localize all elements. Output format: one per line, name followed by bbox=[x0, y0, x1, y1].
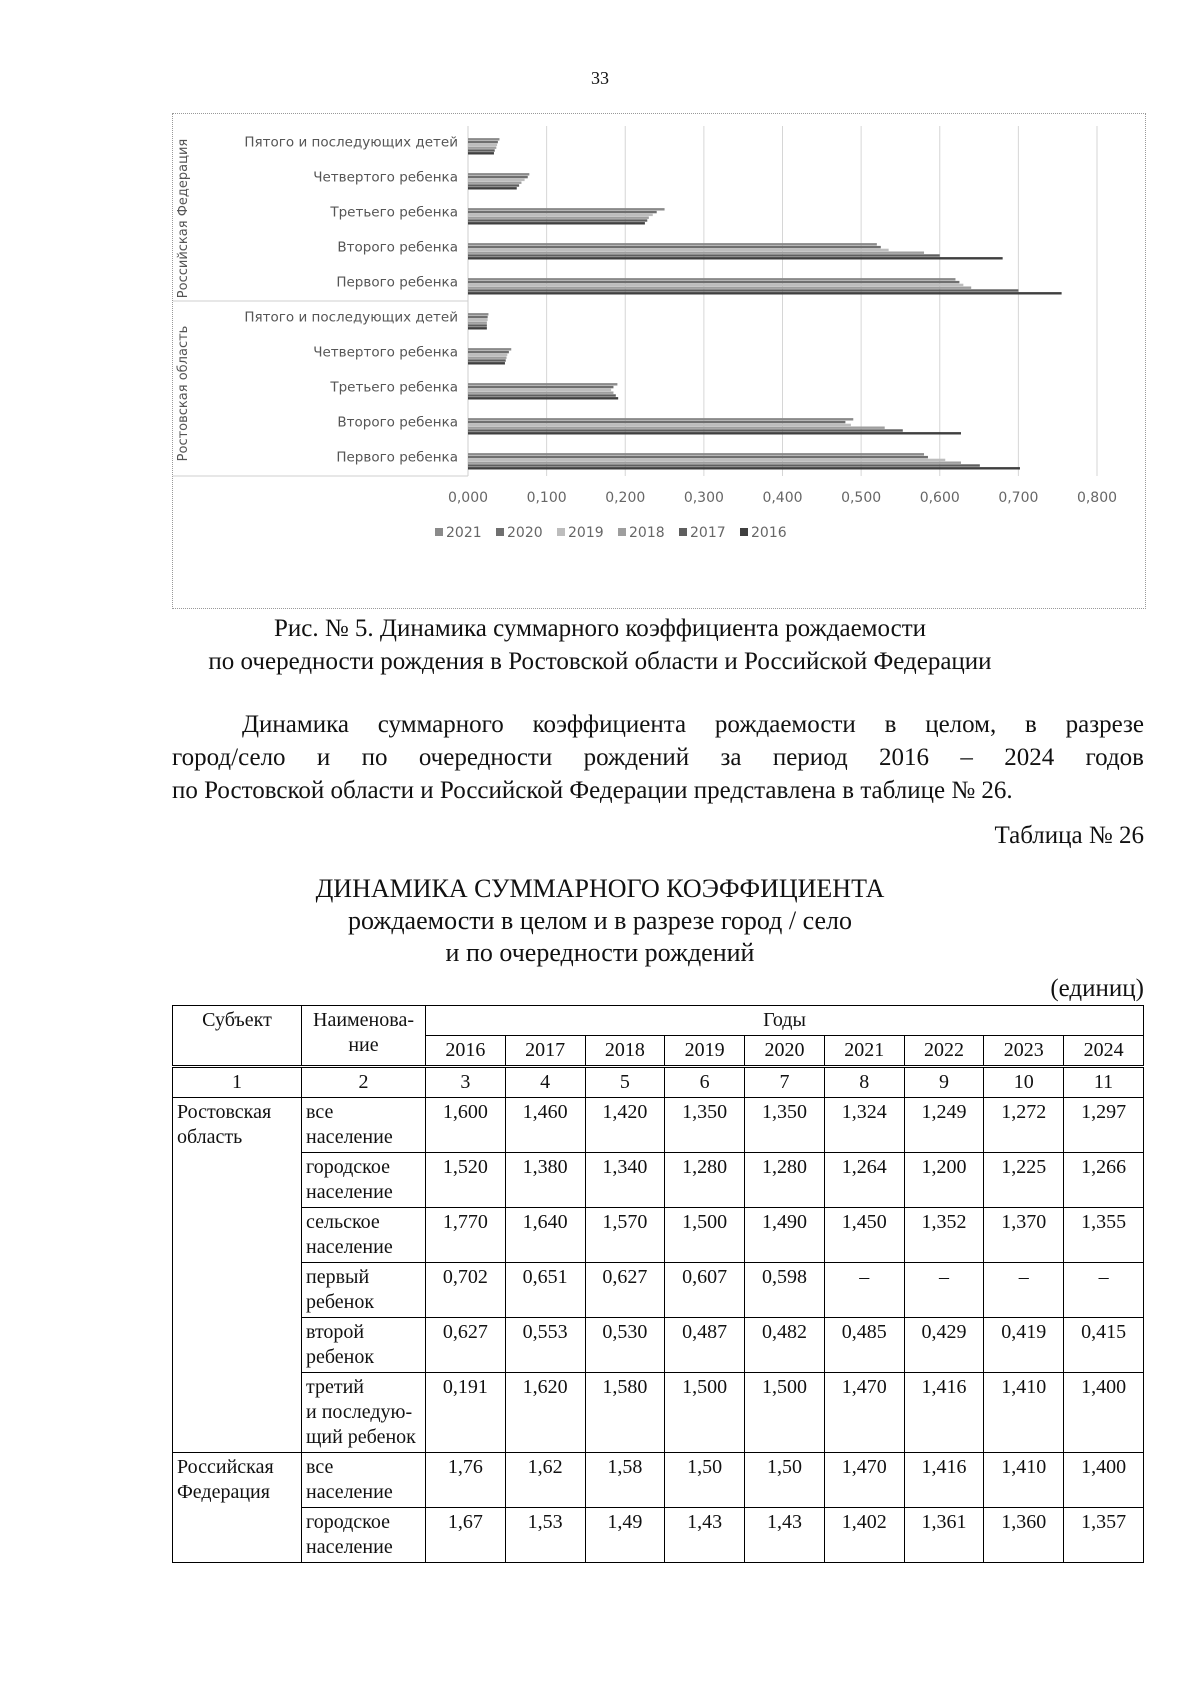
value-cell: 1,640 bbox=[505, 1208, 585, 1263]
bar-2020 bbox=[468, 176, 528, 178]
bar-2020 bbox=[468, 421, 845, 423]
category-label: Первого ребенка bbox=[336, 449, 458, 466]
value-cell: 1,280 bbox=[665, 1153, 745, 1208]
bar-2021 bbox=[468, 243, 877, 245]
value-cell: 0,598 bbox=[745, 1263, 825, 1318]
year-header: 2022 bbox=[904, 1036, 984, 1067]
category-label: Третьего ребенка bbox=[330, 379, 458, 396]
column-number: 8 bbox=[824, 1067, 904, 1098]
value-cell: 1,50 bbox=[745, 1453, 825, 1508]
bar-2018 bbox=[468, 357, 507, 359]
value-cell: 0,482 bbox=[745, 1318, 825, 1373]
table-title-line-1: ДИНАМИКА СУММАРНОГО КОЭФФИЦИЕНТА bbox=[315, 874, 885, 903]
bar-2018 bbox=[468, 322, 487, 324]
table-row bbox=[173, 1453, 1144, 1508]
value-cell: 1,620 bbox=[505, 1373, 585, 1453]
figure-caption bbox=[0, 612, 1200, 678]
bar-2019 bbox=[468, 424, 851, 426]
paragraph-line-3: по Ростовской области и Российской Федерации представлена в таблице № 26. bbox=[172, 777, 1013, 804]
value-cell: 0,415 bbox=[1064, 1318, 1144, 1373]
value-cell: 1,370 bbox=[984, 1208, 1064, 1263]
table-row bbox=[173, 1208, 1144, 1263]
year-header: 2017 bbox=[505, 1036, 585, 1067]
bar-2016 bbox=[468, 152, 494, 154]
year-header: 2016 bbox=[426, 1036, 506, 1067]
bar-2018 bbox=[468, 217, 649, 219]
value-cell: 1,50 bbox=[665, 1453, 745, 1508]
category-label: Четвертого ребенка bbox=[313, 344, 458, 361]
legend-swatch bbox=[618, 528, 626, 536]
body-paragraph bbox=[172, 708, 1144, 807]
column-number: 3 bbox=[426, 1067, 506, 1098]
birth-order-chart bbox=[172, 113, 1146, 609]
table-title-line-3: и по очередности рождений bbox=[445, 938, 755, 967]
bar-2016 bbox=[468, 362, 505, 364]
x-tick-label: 0,500 bbox=[841, 490, 882, 506]
table-row bbox=[173, 1508, 1144, 1563]
value-cell: 1,360 bbox=[984, 1508, 1064, 1563]
value-cell: – bbox=[1064, 1263, 1144, 1318]
legend-swatch bbox=[740, 528, 748, 536]
column-number: 11 bbox=[1064, 1067, 1144, 1098]
bar-2017 bbox=[468, 289, 1018, 291]
table-row bbox=[173, 1318, 1144, 1373]
bar-2017 bbox=[468, 219, 647, 221]
value-cell: 0,530 bbox=[585, 1318, 665, 1373]
value-cell: 1,53 bbox=[505, 1508, 585, 1563]
bar-2019 bbox=[468, 354, 507, 356]
value-cell: 1,225 bbox=[984, 1153, 1064, 1208]
category-label: Второго ребенка bbox=[337, 239, 458, 256]
category-label: Четвертого ребенка bbox=[313, 169, 458, 186]
x-tick-label: 0,300 bbox=[683, 490, 724, 506]
value-cell: 0,627 bbox=[426, 1318, 506, 1373]
value-cell: 0,553 bbox=[505, 1318, 585, 1373]
column-number: 1 bbox=[173, 1067, 302, 1098]
value-cell: 1,249 bbox=[904, 1098, 984, 1153]
bar-2021 bbox=[468, 418, 853, 420]
page-number: 33 bbox=[591, 68, 609, 88]
category-label: Пятого и последующих детей bbox=[244, 134, 458, 151]
value-cell: – bbox=[824, 1263, 904, 1318]
year-header: 2019 bbox=[665, 1036, 745, 1067]
value-cell: 1,600 bbox=[426, 1098, 506, 1153]
legend-label: 2017 bbox=[690, 525, 726, 541]
value-cell: 1,43 bbox=[665, 1508, 745, 1563]
bar-2017 bbox=[468, 254, 940, 256]
value-cell: 1,76 bbox=[426, 1453, 506, 1508]
bar-2020 bbox=[468, 456, 928, 458]
bar-2019 bbox=[468, 319, 488, 321]
value-cell: 1,361 bbox=[904, 1508, 984, 1563]
category-label: Пятого и последующих детей bbox=[244, 309, 458, 326]
value-cell: – bbox=[984, 1263, 1064, 1318]
bar-2019 bbox=[468, 214, 653, 216]
legend-label: 2019 bbox=[568, 525, 604, 541]
value-cell: 1,580 bbox=[585, 1373, 665, 1453]
fertility-table bbox=[172, 1005, 1144, 1563]
indicator-name-cell: сельское население bbox=[302, 1208, 426, 1263]
value-cell: 1,49 bbox=[585, 1508, 665, 1563]
value-cell: – bbox=[904, 1263, 984, 1318]
value-cell: 1,770 bbox=[426, 1208, 506, 1263]
value-cell: 1,420 bbox=[585, 1098, 665, 1153]
header-years: Годы bbox=[426, 1006, 1144, 1036]
value-cell: 0,702 bbox=[426, 1263, 506, 1318]
bar-2020 bbox=[468, 386, 613, 388]
value-cell: 0,485 bbox=[824, 1318, 904, 1373]
header-row bbox=[173, 1006, 1144, 1036]
bar-2019 bbox=[468, 179, 525, 181]
indicator-name-cell: городское население bbox=[302, 1153, 426, 1208]
bar-2020 bbox=[468, 351, 509, 353]
value-cell: 1,500 bbox=[745, 1373, 825, 1453]
bar-2016 bbox=[468, 292, 1062, 294]
value-cell: 1,67 bbox=[426, 1508, 506, 1563]
value-cell: 1,400 bbox=[1064, 1373, 1144, 1453]
value-cell: 0,607 bbox=[665, 1263, 745, 1318]
x-tick-label: 0,400 bbox=[762, 490, 803, 506]
value-cell: 1,380 bbox=[505, 1153, 585, 1208]
bar-2021 bbox=[468, 313, 488, 315]
value-cell: 1,410 bbox=[984, 1453, 1064, 1508]
legend-label: 2021 bbox=[446, 525, 482, 541]
bar-2017 bbox=[468, 184, 519, 186]
value-cell: 0,487 bbox=[665, 1318, 745, 1373]
value-cell: 0,651 bbox=[505, 1263, 585, 1318]
year-header: 2023 bbox=[984, 1036, 1064, 1067]
indicator-name-cell: все население bbox=[302, 1453, 426, 1508]
table-title-line-2: рождаемости в целом и в разрезе город / село bbox=[348, 906, 852, 935]
paragraph-line-1: Динамика суммарного коэффициента рождаемости в целом, в разрезе bbox=[242, 711, 1144, 738]
value-cell: 1,43 bbox=[745, 1508, 825, 1563]
chart-svg bbox=[173, 114, 1145, 608]
bar-2016 bbox=[468, 432, 961, 434]
table-title bbox=[0, 873, 1200, 969]
table-row bbox=[173, 1098, 1144, 1153]
value-cell: 1,350 bbox=[665, 1098, 745, 1153]
column-number: 9 bbox=[904, 1067, 984, 1098]
bar-2017 bbox=[468, 149, 495, 151]
bar-2016 bbox=[468, 222, 645, 224]
value-cell: 1,355 bbox=[1064, 1208, 1144, 1263]
value-cell: 1,520 bbox=[426, 1153, 506, 1208]
bar-2019 bbox=[468, 249, 889, 251]
bar-2019 bbox=[468, 144, 497, 146]
value-cell: 0,627 bbox=[585, 1263, 665, 1318]
bar-2016 bbox=[468, 187, 517, 189]
column-number: 6 bbox=[665, 1067, 745, 1098]
column-number: 2 bbox=[302, 1067, 426, 1098]
bar-2019 bbox=[468, 389, 611, 391]
value-cell: 1,352 bbox=[904, 1208, 984, 1263]
indicator-name-cell: все население bbox=[302, 1098, 426, 1153]
year-header: 2024 bbox=[1064, 1036, 1144, 1067]
header-name: Наименова- ние bbox=[302, 1006, 426, 1067]
legend-swatch bbox=[496, 528, 504, 536]
legend-label: 2020 bbox=[507, 525, 543, 541]
bar-2018 bbox=[468, 287, 971, 289]
bar-2021 bbox=[468, 208, 665, 210]
indicator-name-cell: городское население bbox=[302, 1508, 426, 1563]
value-cell: 1,264 bbox=[824, 1153, 904, 1208]
year-header: 2020 bbox=[745, 1036, 825, 1067]
value-cell: 1,324 bbox=[824, 1098, 904, 1153]
value-cell: 1,500 bbox=[665, 1208, 745, 1263]
value-cell: 1,416 bbox=[904, 1453, 984, 1508]
subject-cell: Российская Федерация bbox=[173, 1453, 302, 1563]
value-cell: 1,490 bbox=[745, 1208, 825, 1263]
x-tick-label: 0,800 bbox=[1076, 490, 1118, 506]
bar-2017 bbox=[468, 359, 506, 361]
bar-2020 bbox=[468, 141, 498, 143]
bar-2018 bbox=[468, 392, 613, 394]
bar-2016 bbox=[468, 257, 1003, 259]
x-tick-label: 0,100 bbox=[526, 490, 567, 506]
value-cell: 1,410 bbox=[984, 1373, 1064, 1453]
x-tick-label: 0,600 bbox=[919, 490, 960, 506]
table-row bbox=[173, 1153, 1144, 1208]
x-tick-label: 0,200 bbox=[605, 490, 646, 506]
year-header: 2018 bbox=[585, 1036, 665, 1067]
bar-2016 bbox=[468, 467, 1020, 469]
table-row bbox=[173, 1263, 1144, 1318]
bar-2021 bbox=[468, 278, 955, 280]
value-cell: 1,416 bbox=[904, 1373, 984, 1453]
bar-2018 bbox=[468, 147, 496, 149]
legend-label: 2016 bbox=[751, 525, 787, 541]
column-number: 4 bbox=[505, 1067, 585, 1098]
bar-2019 bbox=[468, 459, 945, 461]
column-number: 7 bbox=[745, 1067, 825, 1098]
group-label: Ростовская область bbox=[176, 325, 191, 462]
value-cell: 1,200 bbox=[904, 1153, 984, 1208]
bar-2021 bbox=[468, 138, 499, 140]
year-header: 2021 bbox=[824, 1036, 904, 1067]
indicator-name-cell: второй ребенок bbox=[302, 1318, 426, 1373]
bar-2018 bbox=[468, 252, 924, 254]
indicator-name-cell: третий и последую- щий ребенок bbox=[302, 1373, 426, 1453]
value-cell: 1,272 bbox=[984, 1098, 1064, 1153]
category-label: Третьего ребенка bbox=[330, 204, 458, 221]
bar-2016 bbox=[468, 327, 487, 329]
bar-2020 bbox=[468, 281, 959, 283]
value-cell: 1,500 bbox=[665, 1373, 745, 1453]
bar-2017 bbox=[468, 324, 487, 326]
column-number: 10 bbox=[984, 1067, 1064, 1098]
value-cell: 1,297 bbox=[1064, 1098, 1144, 1153]
value-cell: 1,402 bbox=[824, 1508, 904, 1563]
caption-line-1: Рис. № 5. Динамика суммарного коэффициента рождаемости bbox=[273, 615, 927, 642]
category-label: Первого ребенка bbox=[336, 274, 458, 291]
value-cell: 0,191 bbox=[426, 1373, 506, 1453]
bar-2018 bbox=[468, 182, 521, 184]
bar-2021 bbox=[468, 173, 529, 175]
subject-cell: Ростовская область bbox=[173, 1098, 302, 1453]
x-tick-label: 0,700 bbox=[998, 490, 1039, 506]
value-cell: 0,419 bbox=[984, 1318, 1064, 1373]
category-label: Второго ребенка bbox=[337, 414, 458, 431]
value-cell: 1,62 bbox=[505, 1453, 585, 1508]
value-cell: 1,400 bbox=[1064, 1453, 1144, 1508]
value-cell: 1,58 bbox=[585, 1453, 665, 1508]
bar-2017 bbox=[468, 394, 616, 396]
bar-2021 bbox=[468, 348, 511, 350]
bar-2017 bbox=[468, 429, 903, 431]
bar-2020 bbox=[468, 246, 881, 248]
value-cell: 0,429 bbox=[904, 1318, 984, 1373]
bar-2018 bbox=[468, 462, 961, 464]
legend-swatch bbox=[679, 528, 687, 536]
x-tick-label: 0,000 bbox=[447, 490, 489, 506]
group-label: Российская Федерация bbox=[176, 138, 191, 299]
value-cell: 1,460 bbox=[505, 1098, 585, 1153]
table-label: Таблица № 26 bbox=[994, 822, 1144, 849]
bar-2021 bbox=[468, 453, 924, 455]
value-cell: 1,350 bbox=[745, 1098, 825, 1153]
bar-2019 bbox=[468, 284, 963, 286]
bar-2017 bbox=[468, 464, 980, 466]
paragraph-line-2: город/село и по очередности рождений за период 2016 – 2024 годов bbox=[172, 744, 1144, 771]
legend-label: 2018 bbox=[629, 525, 665, 541]
value-cell: 1,340 bbox=[585, 1153, 665, 1208]
column-number: 5 bbox=[585, 1067, 665, 1098]
value-cell: 1,280 bbox=[745, 1153, 825, 1208]
bar-2016 bbox=[468, 397, 618, 399]
value-cell: 1,266 bbox=[1064, 1153, 1144, 1208]
legend-swatch bbox=[557, 528, 565, 536]
bar-2018 bbox=[468, 427, 885, 429]
legend-swatch bbox=[435, 528, 443, 536]
units-label: (единиц) bbox=[1050, 975, 1144, 1002]
table-row bbox=[173, 1373, 1144, 1453]
value-cell: 1,357 bbox=[1064, 1508, 1144, 1563]
caption-line-2: по очередности рождения в Ростовской области и Российской Федерации bbox=[208, 648, 992, 675]
value-cell: 1,450 bbox=[824, 1208, 904, 1263]
value-cell: 1,470 bbox=[824, 1373, 904, 1453]
bar-2020 bbox=[468, 211, 657, 213]
value-cell: 1,470 bbox=[824, 1453, 904, 1508]
header-subject: Субъект bbox=[173, 1006, 302, 1067]
indicator-name-cell: первый ребенок bbox=[302, 1263, 426, 1318]
column-number-row bbox=[173, 1067, 1144, 1098]
bar-2020 bbox=[468, 316, 488, 318]
bar-2021 bbox=[468, 383, 617, 385]
value-cell: 1,570 bbox=[585, 1208, 665, 1263]
